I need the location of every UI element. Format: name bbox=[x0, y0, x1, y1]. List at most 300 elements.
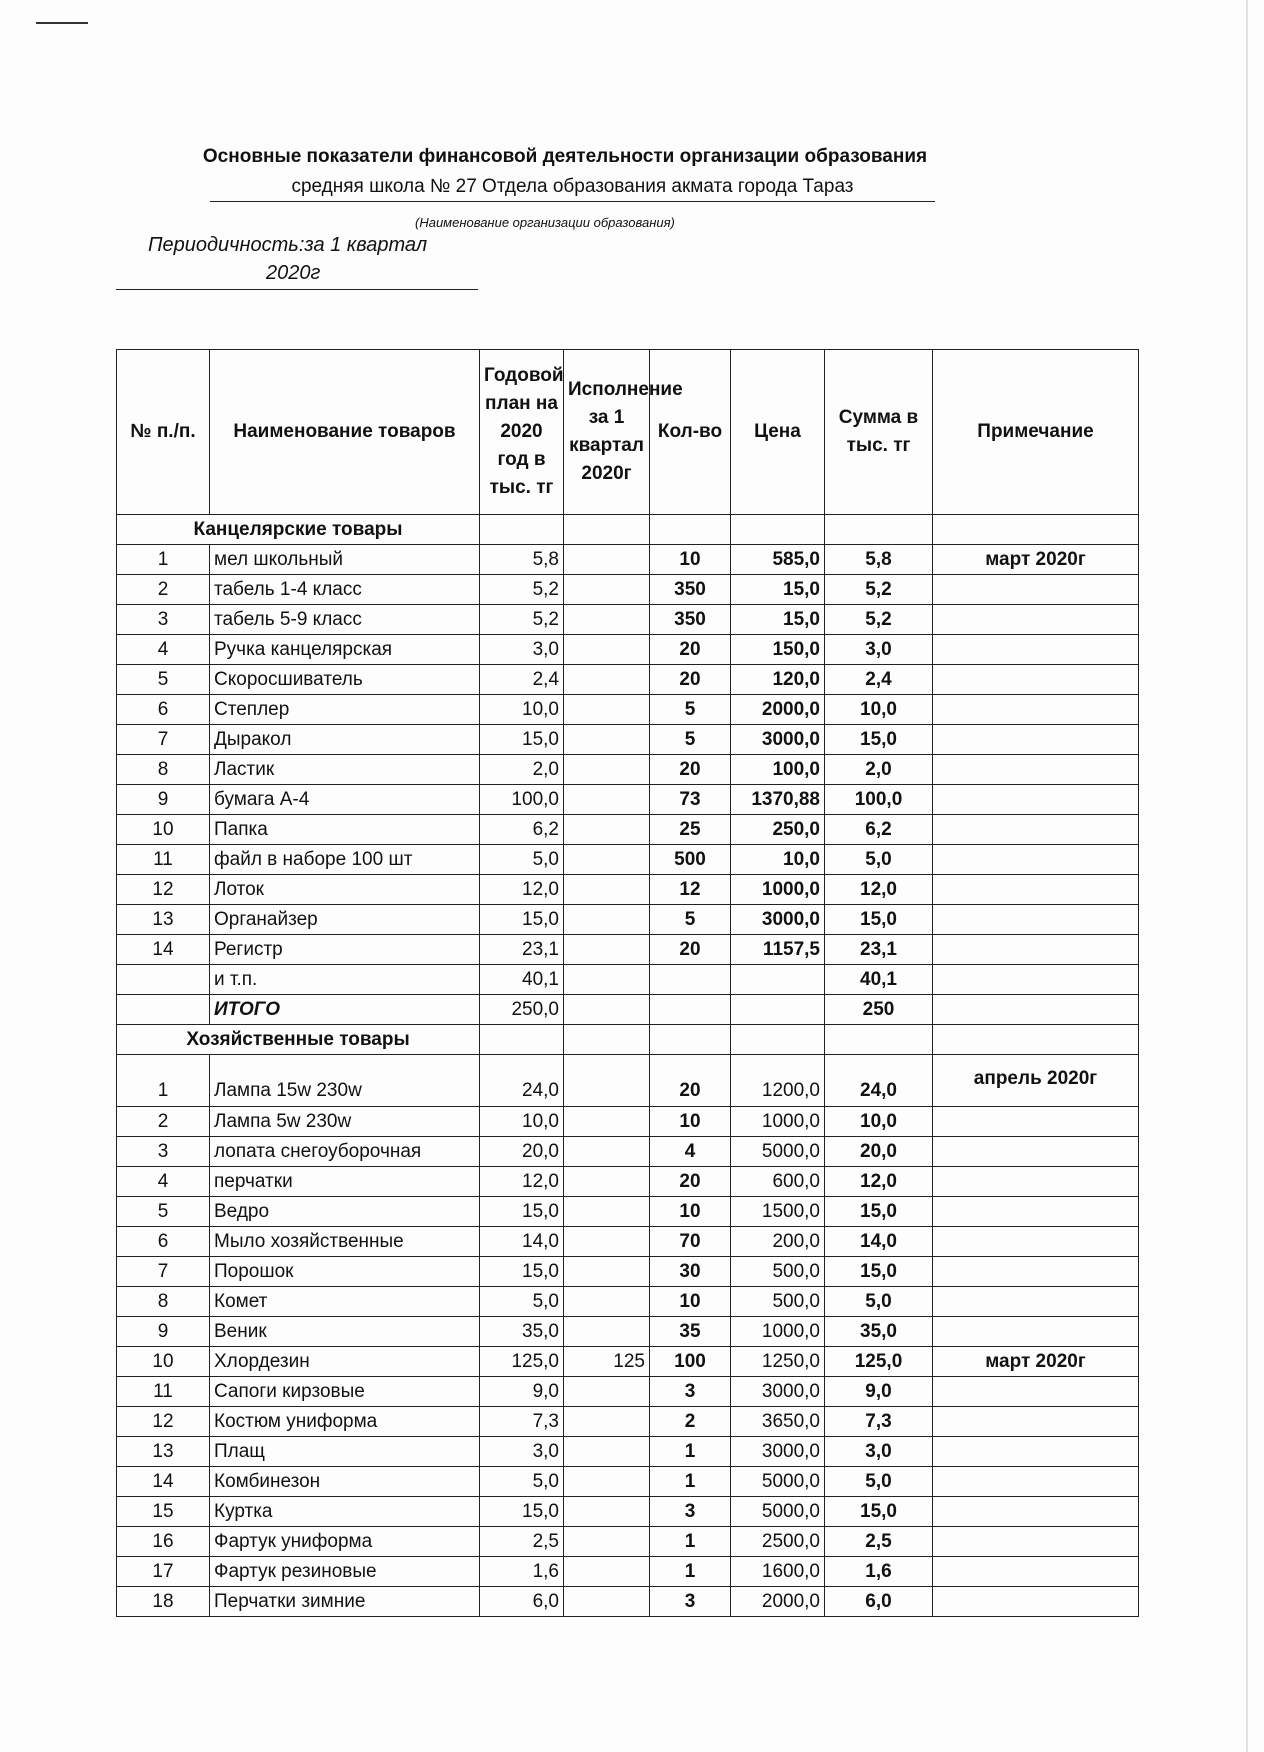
table-row bbox=[117, 1377, 1139, 1407]
sum: 5,2 bbox=[825, 605, 933, 635]
row-number: 14 bbox=[117, 1467, 210, 1497]
price: 585,0 bbox=[731, 545, 825, 575]
document-title: Основные показатели финансовой деятельности организации образования bbox=[202, 146, 928, 167]
quantity: 20 bbox=[650, 665, 731, 695]
annual-plan: 5,0 bbox=[480, 1287, 564, 1317]
quantity: 5 bbox=[650, 905, 731, 935]
annual-plan: 40,1 bbox=[480, 965, 564, 995]
quarter-execution bbox=[564, 1467, 650, 1497]
row-number: 9 bbox=[117, 785, 210, 815]
sum: 15,0 bbox=[825, 725, 933, 755]
sum: 3,0 bbox=[825, 1437, 933, 1467]
quantity: 20 bbox=[650, 635, 731, 665]
item-name: Регистр bbox=[210, 935, 480, 965]
empty-cell bbox=[650, 515, 731, 545]
quarter-execution bbox=[564, 695, 650, 725]
scan-mark bbox=[36, 22, 88, 24]
quarter-execution bbox=[564, 545, 650, 575]
item-name: файл в наборе 100 шт bbox=[210, 845, 480, 875]
row-number: 2 bbox=[117, 575, 210, 605]
item-name: Веник bbox=[210, 1317, 480, 1347]
note bbox=[933, 845, 1139, 875]
empty-cell bbox=[825, 1025, 933, 1055]
table-row bbox=[117, 545, 1139, 575]
sum: 15,0 bbox=[825, 1197, 933, 1227]
quarter-execution bbox=[564, 1257, 650, 1287]
quarter-execution bbox=[564, 1107, 650, 1137]
sum: 5,2 bbox=[825, 575, 933, 605]
table-row bbox=[117, 845, 1139, 875]
row-number: 15 bbox=[117, 1497, 210, 1527]
table-row bbox=[117, 1587, 1139, 1617]
sum: 1,6 bbox=[825, 1557, 933, 1587]
annual-plan: 5,0 bbox=[480, 845, 564, 875]
col-header-name: Наименование товаров bbox=[210, 350, 480, 515]
empty-cell bbox=[731, 515, 825, 545]
note bbox=[933, 965, 1139, 995]
note bbox=[933, 1197, 1139, 1227]
price: 150,0 bbox=[731, 635, 825, 665]
row-number: 2 bbox=[117, 1107, 210, 1137]
item-name: лопата снегоуборочная bbox=[210, 1137, 480, 1167]
quantity: 70 bbox=[650, 1227, 731, 1257]
price bbox=[731, 965, 825, 995]
total-sum: 250 bbox=[825, 995, 933, 1025]
note bbox=[933, 695, 1139, 725]
row-number: 1 bbox=[117, 1055, 210, 1107]
section-title: Канцелярские товары bbox=[117, 515, 480, 545]
item-name: Лампа 5w 230w bbox=[210, 1107, 480, 1137]
item-name: мел школьный bbox=[210, 545, 480, 575]
note bbox=[933, 1407, 1139, 1437]
annual-plan: 3,0 bbox=[480, 635, 564, 665]
quantity: 30 bbox=[650, 1257, 731, 1287]
sum: 23,1 bbox=[825, 935, 933, 965]
quantity: 12 bbox=[650, 875, 731, 905]
quarter-execution bbox=[564, 1167, 650, 1197]
empty-cell bbox=[933, 995, 1139, 1025]
quantity: 350 bbox=[650, 605, 731, 635]
total-label: ИТОГО bbox=[210, 995, 480, 1025]
note bbox=[933, 935, 1139, 965]
price: 200,0 bbox=[731, 1227, 825, 1257]
annual-plan: 9,0 bbox=[480, 1377, 564, 1407]
row-number: 8 bbox=[117, 755, 210, 785]
empty-cell bbox=[731, 995, 825, 1025]
note bbox=[933, 725, 1139, 755]
note: март 2020г bbox=[933, 1347, 1139, 1377]
table-row bbox=[117, 755, 1139, 785]
note bbox=[933, 1557, 1139, 1587]
annual-plan: 125,0 bbox=[480, 1347, 564, 1377]
row-number: 6 bbox=[117, 1227, 210, 1257]
item-name: табель 1-4 класс bbox=[210, 575, 480, 605]
item-name: Сапоги кирзовые bbox=[210, 1377, 480, 1407]
item-name: Мыло хозяйственные bbox=[210, 1227, 480, 1257]
note bbox=[933, 1317, 1139, 1347]
row-number: 11 bbox=[117, 1377, 210, 1407]
item-name: бумага А-4 bbox=[210, 785, 480, 815]
note: апрель 2020г bbox=[933, 1055, 1139, 1107]
item-name: Органайзер bbox=[210, 905, 480, 935]
quantity: 3 bbox=[650, 1377, 731, 1407]
goods-table bbox=[116, 349, 1139, 1617]
price: 600,0 bbox=[731, 1167, 825, 1197]
price: 15,0 bbox=[731, 605, 825, 635]
organization-caption: (Наименование организации образования) bbox=[415, 215, 675, 230]
annual-plan: 7,3 bbox=[480, 1407, 564, 1437]
note bbox=[933, 605, 1139, 635]
price: 100,0 bbox=[731, 755, 825, 785]
sum: 9,0 bbox=[825, 1377, 933, 1407]
period-year: 2020г bbox=[116, 262, 478, 290]
annual-plan: 3,0 bbox=[480, 1437, 564, 1467]
annual-plan: 10,0 bbox=[480, 1107, 564, 1137]
price: 1000,0 bbox=[731, 875, 825, 905]
quantity: 1 bbox=[650, 1527, 731, 1557]
quantity: 35 bbox=[650, 1317, 731, 1347]
item-name: Фартук резиновые bbox=[210, 1557, 480, 1587]
item-name: Ластик bbox=[210, 755, 480, 785]
page-edge bbox=[1246, 0, 1248, 1752]
row-number: 6 bbox=[117, 695, 210, 725]
table-row bbox=[117, 1055, 1139, 1107]
sum: 5,0 bbox=[825, 1287, 933, 1317]
price: 120,0 bbox=[731, 665, 825, 695]
price: 5000,0 bbox=[731, 1467, 825, 1497]
row-number: 12 bbox=[117, 875, 210, 905]
note bbox=[933, 905, 1139, 935]
col-header-note: Примечание bbox=[933, 350, 1139, 515]
item-name: Порошок bbox=[210, 1257, 480, 1287]
sum: 20,0 bbox=[825, 1137, 933, 1167]
table-row bbox=[117, 1107, 1139, 1137]
row-number: 10 bbox=[117, 1347, 210, 1377]
note bbox=[933, 665, 1139, 695]
annual-plan: 35,0 bbox=[480, 1317, 564, 1347]
note bbox=[933, 575, 1139, 605]
price: 5000,0 bbox=[731, 1137, 825, 1167]
sum: 3,0 bbox=[825, 635, 933, 665]
table-row bbox=[117, 575, 1139, 605]
price: 1157,5 bbox=[731, 935, 825, 965]
empty-cell bbox=[825, 515, 933, 545]
table-body bbox=[117, 515, 1139, 1617]
price: 3000,0 bbox=[731, 1437, 825, 1467]
quantity: 20 bbox=[650, 1167, 731, 1197]
sum: 12,0 bbox=[825, 875, 933, 905]
col-header-exec: Исполнение за 1 квартал 2020г bbox=[564, 350, 650, 515]
quarter-execution bbox=[564, 635, 650, 665]
sum: 40,1 bbox=[825, 965, 933, 995]
price: 15,0 bbox=[731, 575, 825, 605]
quarter-execution bbox=[564, 1227, 650, 1257]
annual-plan: 24,0 bbox=[480, 1055, 564, 1107]
table-row bbox=[117, 1437, 1139, 1467]
price: 10,0 bbox=[731, 845, 825, 875]
quarter-execution bbox=[564, 1557, 650, 1587]
annual-plan: 6,0 bbox=[480, 1587, 564, 1617]
row-number: 7 bbox=[117, 1257, 210, 1287]
row-number: 12 bbox=[117, 1407, 210, 1437]
price: 5000,0 bbox=[731, 1497, 825, 1527]
quantity: 20 bbox=[650, 1055, 731, 1107]
row-number: 5 bbox=[117, 665, 210, 695]
quantity: 25 bbox=[650, 815, 731, 845]
annual-plan: 5,2 bbox=[480, 605, 564, 635]
quantity: 10 bbox=[650, 1287, 731, 1317]
note bbox=[933, 1257, 1139, 1287]
organization-name: средняя школа № 27 Отдела образования акмата города Тараз bbox=[210, 176, 935, 202]
table-row bbox=[117, 665, 1139, 695]
quarter-execution bbox=[564, 905, 650, 935]
col-header-sum: Сумма в тыс. тг bbox=[825, 350, 933, 515]
table-row bbox=[117, 935, 1139, 965]
col-header-price: Цена bbox=[731, 350, 825, 515]
table-row bbox=[117, 815, 1139, 845]
empty-cell bbox=[564, 995, 650, 1025]
empty-cell bbox=[650, 1025, 731, 1055]
item-name: Ведро bbox=[210, 1197, 480, 1227]
note bbox=[933, 1497, 1139, 1527]
note bbox=[933, 1287, 1139, 1317]
quarter-execution bbox=[564, 965, 650, 995]
row-number: 1 bbox=[117, 545, 210, 575]
quarter-execution bbox=[564, 845, 650, 875]
note bbox=[933, 1587, 1139, 1617]
quantity: 73 bbox=[650, 785, 731, 815]
item-name: Костюм униформа bbox=[210, 1407, 480, 1437]
price: 1250,0 bbox=[731, 1347, 825, 1377]
sum: 5,0 bbox=[825, 845, 933, 875]
item-name: Комбинезон bbox=[210, 1467, 480, 1497]
annual-plan: 23,1 bbox=[480, 935, 564, 965]
quarter-execution bbox=[564, 1407, 650, 1437]
table-row bbox=[117, 695, 1139, 725]
table-row bbox=[117, 1557, 1139, 1587]
row-number: 17 bbox=[117, 1557, 210, 1587]
note bbox=[933, 1167, 1139, 1197]
table-row bbox=[117, 1287, 1139, 1317]
empty-cell bbox=[564, 515, 650, 545]
quarter-execution bbox=[564, 1527, 650, 1557]
note bbox=[933, 1227, 1139, 1257]
row-number: 5 bbox=[117, 1197, 210, 1227]
table-row bbox=[117, 635, 1139, 665]
quarter-execution bbox=[564, 1587, 650, 1617]
table-row bbox=[117, 605, 1139, 635]
annual-plan: 2,5 bbox=[480, 1527, 564, 1557]
annual-plan: 12,0 bbox=[480, 1167, 564, 1197]
price: 2500,0 bbox=[731, 1527, 825, 1557]
quarter-execution bbox=[564, 665, 650, 695]
annual-plan: 15,0 bbox=[480, 1497, 564, 1527]
row-number: 14 bbox=[117, 935, 210, 965]
row-number: 13 bbox=[117, 1437, 210, 1467]
note bbox=[933, 1437, 1139, 1467]
annual-plan: 2,0 bbox=[480, 755, 564, 785]
annual-plan: 6,2 bbox=[480, 815, 564, 845]
note bbox=[933, 755, 1139, 785]
quantity: 5 bbox=[650, 725, 731, 755]
table-row bbox=[117, 1167, 1139, 1197]
price: 3000,0 bbox=[731, 1377, 825, 1407]
item-name: Куртка bbox=[210, 1497, 480, 1527]
annual-plan: 12,0 bbox=[480, 875, 564, 905]
item-name: Лоток bbox=[210, 875, 480, 905]
sum: 6,0 bbox=[825, 1587, 933, 1617]
quarter-execution bbox=[564, 1287, 650, 1317]
item-name: Ручка канцелярская bbox=[210, 635, 480, 665]
annual-plan: 15,0 bbox=[480, 725, 564, 755]
price: 1500,0 bbox=[731, 1197, 825, 1227]
row-number: 4 bbox=[117, 635, 210, 665]
quantity: 3 bbox=[650, 1587, 731, 1617]
item-name: Лампа 15w 230w bbox=[210, 1055, 480, 1107]
col-header-plan: Годовой план на 2020 год в тыс. тг bbox=[480, 350, 564, 515]
quarter-execution bbox=[564, 1497, 650, 1527]
table-row bbox=[117, 1407, 1139, 1437]
price: 2000,0 bbox=[731, 695, 825, 725]
item-name: Плащ bbox=[210, 1437, 480, 1467]
empty-cell bbox=[117, 995, 210, 1025]
empty-cell bbox=[480, 1025, 564, 1055]
empty-cell bbox=[480, 515, 564, 545]
price: 1370,88 bbox=[731, 785, 825, 815]
quantity: 350 bbox=[650, 575, 731, 605]
quarter-execution bbox=[564, 1055, 650, 1107]
table-row bbox=[117, 875, 1139, 905]
table-row bbox=[117, 1467, 1139, 1497]
item-name: Скоросшиватель bbox=[210, 665, 480, 695]
note bbox=[933, 635, 1139, 665]
annual-plan: 5,0 bbox=[480, 1467, 564, 1497]
table-row bbox=[117, 1137, 1139, 1167]
row-number: 4 bbox=[117, 1167, 210, 1197]
row-number: 8 bbox=[117, 1287, 210, 1317]
price: 2000,0 bbox=[731, 1587, 825, 1617]
annual-plan: 5,2 bbox=[480, 575, 564, 605]
item-name: перчатки bbox=[210, 1167, 480, 1197]
table-row bbox=[117, 1347, 1139, 1377]
sum: 6,2 bbox=[825, 815, 933, 845]
note bbox=[933, 875, 1139, 905]
annual-plan: 15,0 bbox=[480, 905, 564, 935]
annual-plan: 20,0 bbox=[480, 1137, 564, 1167]
item-name: Перчатки зимние bbox=[210, 1587, 480, 1617]
price: 1600,0 bbox=[731, 1557, 825, 1587]
total-row bbox=[117, 995, 1139, 1025]
quantity: 4 bbox=[650, 1137, 731, 1167]
quantity: 20 bbox=[650, 935, 731, 965]
quantity: 100 bbox=[650, 1347, 731, 1377]
item-name: и т.п. bbox=[210, 965, 480, 995]
sum: 35,0 bbox=[825, 1317, 933, 1347]
quantity: 1 bbox=[650, 1557, 731, 1587]
sum: 7,3 bbox=[825, 1407, 933, 1437]
empty-cell bbox=[933, 515, 1139, 545]
note bbox=[933, 1527, 1139, 1557]
item-name: Фартук униформа bbox=[210, 1527, 480, 1557]
annual-plan: 100,0 bbox=[480, 785, 564, 815]
quarter-execution bbox=[564, 1197, 650, 1227]
row-number: 11 bbox=[117, 845, 210, 875]
sum: 5,8 bbox=[825, 545, 933, 575]
row-number: 18 bbox=[117, 1587, 210, 1617]
col-header-qty: Кол-во bbox=[650, 350, 731, 515]
quantity: 10 bbox=[650, 1107, 731, 1137]
quarter-execution bbox=[564, 1377, 650, 1407]
row-number: 13 bbox=[117, 905, 210, 935]
quarter-execution bbox=[564, 605, 650, 635]
sum: 5,0 bbox=[825, 1467, 933, 1497]
quantity: 10 bbox=[650, 545, 731, 575]
annual-plan: 14,0 bbox=[480, 1227, 564, 1257]
quantity: 2 bbox=[650, 1407, 731, 1437]
row-number bbox=[117, 965, 210, 995]
quantity: 20 bbox=[650, 755, 731, 785]
period-label: Периодичность:за 1 квартал bbox=[148, 234, 428, 256]
sum: 100,0 bbox=[825, 785, 933, 815]
note: март 2020г bbox=[933, 545, 1139, 575]
note bbox=[933, 1377, 1139, 1407]
table-row bbox=[117, 1497, 1139, 1527]
sum: 15,0 bbox=[825, 1257, 933, 1287]
sum: 24,0 bbox=[825, 1055, 933, 1107]
row-number: 16 bbox=[117, 1527, 210, 1557]
table-row bbox=[117, 1527, 1139, 1557]
table-row bbox=[117, 785, 1139, 815]
note bbox=[933, 1137, 1139, 1167]
note bbox=[933, 785, 1139, 815]
quarter-execution bbox=[564, 575, 650, 605]
annual-plan: 15,0 bbox=[480, 1197, 564, 1227]
empty-cell bbox=[933, 1025, 1139, 1055]
price: 250,0 bbox=[731, 815, 825, 845]
price: 1000,0 bbox=[731, 1107, 825, 1137]
annual-plan: 2,4 bbox=[480, 665, 564, 695]
row-number: 3 bbox=[117, 1137, 210, 1167]
item-name: Хлордезин bbox=[210, 1347, 480, 1377]
table-row bbox=[117, 725, 1139, 755]
empty-cell bbox=[731, 1025, 825, 1055]
row-number: 9 bbox=[117, 1317, 210, 1347]
quantity: 1 bbox=[650, 1437, 731, 1467]
sum: 2,5 bbox=[825, 1527, 933, 1557]
sum: 10,0 bbox=[825, 1107, 933, 1137]
sum: 15,0 bbox=[825, 1497, 933, 1527]
annual-plan: 1,6 bbox=[480, 1557, 564, 1587]
sum: 12,0 bbox=[825, 1167, 933, 1197]
quarter-execution bbox=[564, 1437, 650, 1467]
quarter-execution bbox=[564, 755, 650, 785]
note bbox=[933, 1467, 1139, 1497]
item-name: табель 5-9 класс bbox=[210, 605, 480, 635]
quarter-execution bbox=[564, 725, 650, 755]
empty-cell bbox=[564, 1025, 650, 1055]
item-name: Дыракол bbox=[210, 725, 480, 755]
total-plan: 250,0 bbox=[480, 995, 564, 1025]
annual-plan: 10,0 bbox=[480, 695, 564, 725]
quantity: 1 bbox=[650, 1467, 731, 1497]
section-title: Хозяйственные товары bbox=[117, 1025, 480, 1055]
item-name: Папка bbox=[210, 815, 480, 845]
row-number: 3 bbox=[117, 605, 210, 635]
annual-plan: 15,0 bbox=[480, 1257, 564, 1287]
price: 500,0 bbox=[731, 1287, 825, 1317]
quantity: 500 bbox=[650, 845, 731, 875]
table-row bbox=[117, 1197, 1139, 1227]
